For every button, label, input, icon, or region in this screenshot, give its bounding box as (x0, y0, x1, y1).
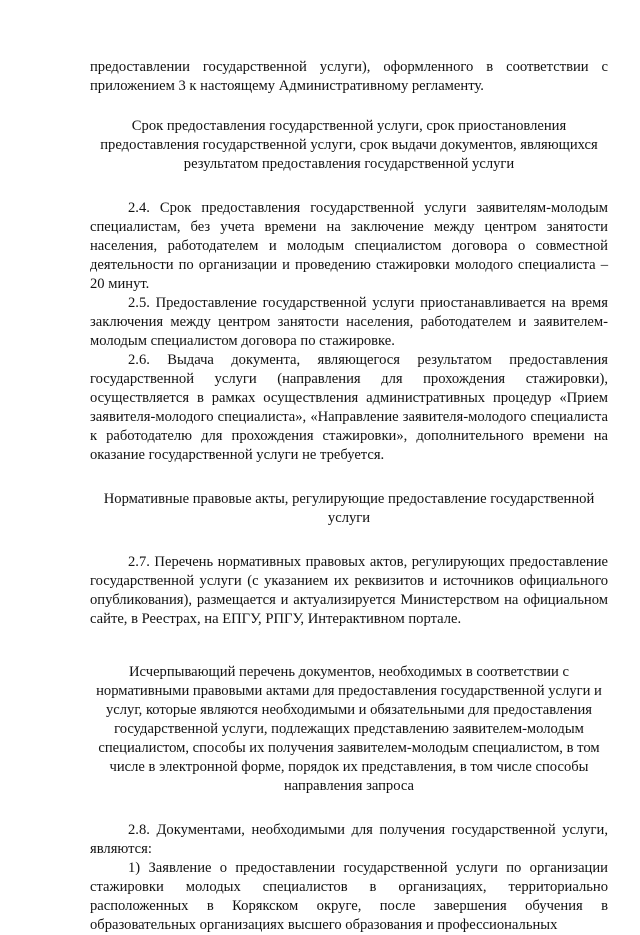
document-page (90, 58, 608, 935)
spacer (90, 528, 608, 553)
spacer (90, 629, 608, 663)
paragraph-2-8: 2.8. Документами, необходимыми для получения государственной услуги, являются: (90, 822, 608, 857)
list-item-1: 1) Заявление о предоставлении государственной услуги по организации стажировки молодых специалистов в организациях, территориально расположенных в Корякском округе, после завершения обучения в образовательных организациях высшего образования и профессиональных (90, 860, 608, 933)
spacer (90, 96, 608, 117)
continuation-paragraph: предоставлении государственной услуги), оформленного в соответствии с приложением 3 к настоящему Административному регламенту. (90, 59, 608, 94)
section-heading-docs: Исчерпывающий перечень документов, необходимых в соответствии с нормативными правовыми актами для предоставления государственной услуги и услуг, которые являются необходимыми и обязательными для предоставления государственной услуги, подлежащих представлению заявителем-молодым специалистом, способы их получения заявителем-молодым специалистом, в том числе в электронной форме, порядок их представления, в том числе способы направления запроса (96, 664, 602, 794)
paragraph-2-4: 2.4. Срок предоставления государственной услуги заявителям-молодым специалистам, без учета времени на заключение между центром занятости населения, работодателем и молодым специалистом договора о совместной деятельности по организации и проведению стажировки молодого специалиста – 20 минут. (90, 200, 608, 292)
paragraph-2-7: 2.7. Перечень нормативных правовых актов, регулирующих предоставление государственной услуги (с указанием их реквизитов и источников официального опубликования), размещается и актуализируется Министерством на официальном сайте, в Реестрах, на ЕПГУ, РПГУ, Интерактивном портале. (90, 554, 608, 627)
spacer (90, 465, 608, 490)
spacer (90, 174, 608, 199)
spacer (90, 796, 608, 821)
section-heading-term: Срок предоставления государственной услуги, срок приостановления предоставления государственной услуги, срок выдачи документов, являющихся результатом предоставления государственной услуги (100, 118, 598, 172)
paragraph-2-6: 2.6. Выдача документа, являющегося результатом предоставления государственной услуги (направления для прохождения стажировки), осуществляется в рамках осуществления административных процедур «Прием заявителя-молодого специалиста», «Направление заявителя-молодого специалиста к работодателю для прохождения стажировки», дополнительного времени на оказание государственной услуги не требуется. (90, 352, 608, 463)
paragraph-2-5: 2.5. Предоставление государственной услуги приостанавливается на время заключения между центром занятости населения, работодателем и заявителем-молодым специалистом договора по стажировке. (90, 295, 608, 349)
section-heading-acts: Нормативные правовые акты, регулирующие предоставление государственной услуги (103, 491, 595, 526)
